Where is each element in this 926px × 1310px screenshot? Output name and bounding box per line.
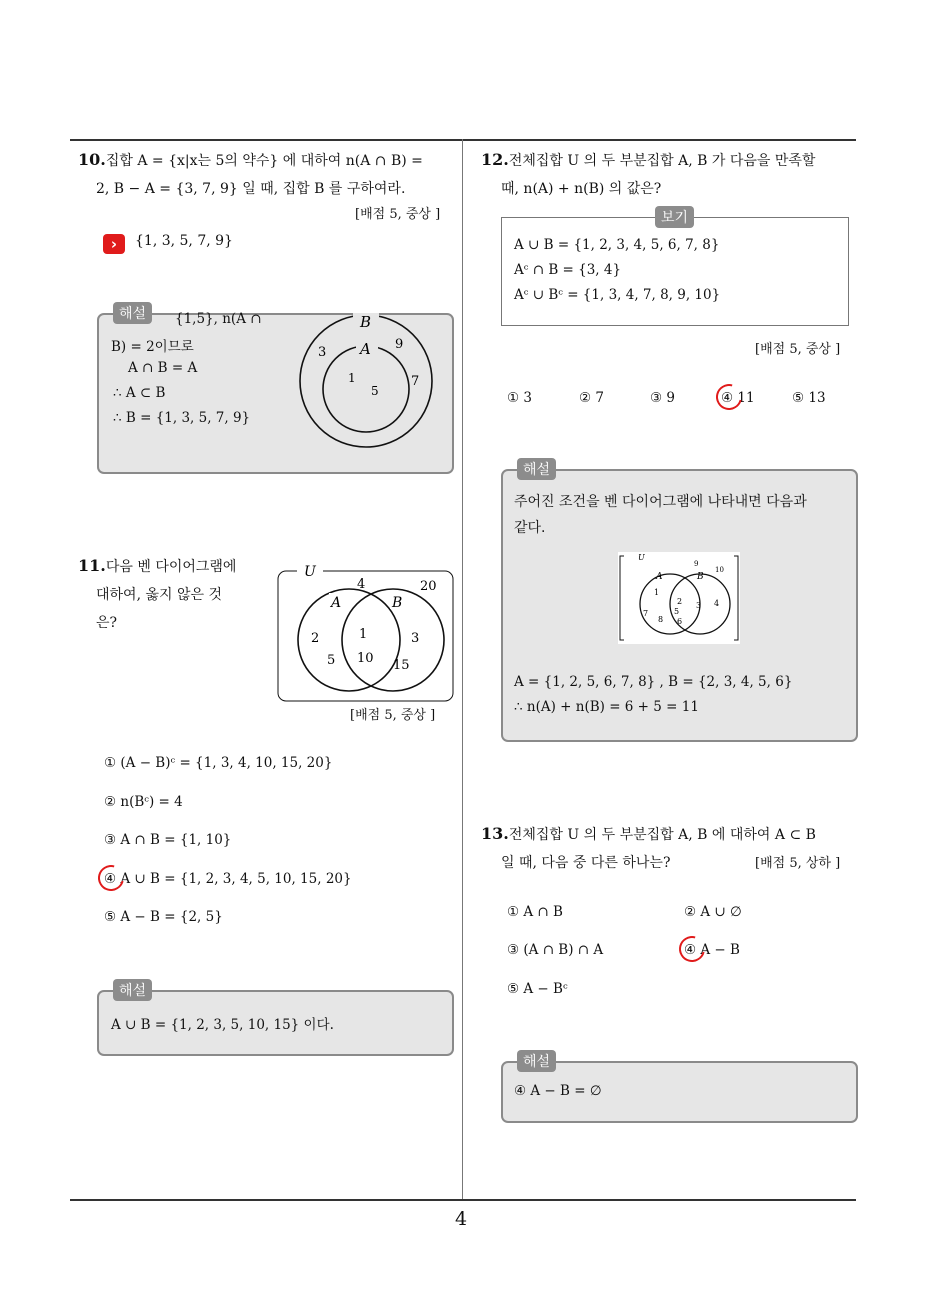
score-label: [배점 5, 중상 ] (355, 207, 441, 222)
venn-label-u: U (638, 553, 645, 562)
explanation-line: 같다. (514, 520, 546, 536)
option-5[interactable]: ⑤ A − B = {2, 5} (104, 909, 223, 925)
explanation-line: ∴ A ⊂ B (113, 385, 166, 401)
venn-label-a: A (331, 595, 342, 611)
venn-number: 9 (395, 337, 404, 352)
venn-number: 7 (643, 609, 649, 618)
bottom-rule (70, 1199, 856, 1201)
explanation-line: A ∩ B = A (128, 360, 198, 376)
venn-label-a: A (360, 340, 371, 358)
question-text-line2: 일 때, 다음 중 다른 하나는? (501, 855, 671, 871)
answer-value: {1, 3, 5, 7, 9} (135, 233, 233, 249)
option-3[interactable]: ③ (A ∩ B) ∩ A (507, 942, 604, 958)
option-2[interactable]: ② n(Bᶜ) = 4 (104, 794, 183, 810)
option-1[interactable]: ① A ∩ B (507, 904, 563, 920)
venn-label-b: B (697, 572, 704, 582)
venn-number: 3 (318, 345, 327, 360)
venn-number: 8 (658, 615, 664, 624)
explanation-line: ∴ n(A) + n(B) = 6 + 5 = 11 (514, 699, 699, 715)
column-divider (462, 139, 463, 1201)
selected-answer-mark (711, 379, 747, 415)
question-text-line1: 전체집합 U 의 두 부분집합 A, B 가 다음을 만족할 (508, 153, 816, 169)
question-text-line1: 집합 A = {x|x는 5의 약수} 에 대하여 n(A ∩ B) = (105, 153, 423, 169)
venn-number: 2 (311, 631, 320, 646)
option-1[interactable]: ① 3 (507, 390, 532, 406)
venn-label-b: B (360, 313, 372, 331)
explanation-tag: 해설 (113, 979, 152, 1001)
condition-line: Aᶜ ∩ B = {3, 4} (514, 262, 622, 278)
venn-number: 5 (327, 653, 336, 668)
option-3[interactable]: ③ A ∩ B = {1, 10} (104, 832, 232, 848)
venn-number: 1 (654, 588, 660, 597)
venn-number: 4 (357, 577, 366, 592)
question-number: 12. (481, 150, 509, 169)
option-1[interactable]: ① (A − B)ᶜ = {1, 3, 4, 10, 15, 20} (104, 755, 333, 771)
score-label: [배점 5, 중상 ] (755, 342, 841, 357)
venn-number: 10 (715, 566, 724, 574)
condition-box-tag: 보기 (655, 206, 694, 228)
question-12 (481, 146, 815, 203)
score-label: [배점 5, 상하 ] (755, 856, 841, 871)
question-11 (78, 552, 236, 637)
explanation-tag: 해설 (517, 1050, 556, 1072)
selected-answer-mark (674, 931, 710, 967)
answer-arrow-icon: › (103, 234, 125, 254)
venn-label-b: B (392, 595, 403, 611)
explanation-text: ④ A − B = ∅ (514, 1083, 602, 1099)
selected-answer-mark (93, 860, 129, 896)
venn-number: 9 (694, 560, 699, 568)
venn-label-u: U (304, 565, 316, 580)
venn-diagram-q12 (618, 552, 740, 644)
venn-label-a: A (656, 572, 663, 582)
page-number: 4 (455, 1208, 468, 1230)
explanation-tag: 해설 (517, 458, 556, 480)
question-number: 10. (78, 150, 106, 169)
venn-number: 10 (357, 651, 374, 666)
option-5[interactable]: ⑤ 13 (792, 390, 826, 406)
question-text-line2: 때, n(A) + n(B) 의 값은? (501, 181, 662, 197)
option-2[interactable]: ② 7 (579, 390, 604, 406)
venn-number: 3 (411, 631, 420, 646)
option-4[interactable]: ④ 11 (721, 390, 755, 406)
explanation-line: B) = 2이므로 (111, 339, 194, 355)
explanation-line: 주어진 조건을 벤 다이어그램에 나타내면 다음과 (514, 494, 807, 510)
explanation-text: A ∪ B = {1, 2, 3, 5, 10, 15} 이다. (111, 1017, 334, 1033)
top-rule (70, 139, 856, 141)
score-label: [배점 5, 중상 ] (350, 708, 436, 723)
question-10 (78, 146, 456, 203)
venn-number: 1 (359, 627, 368, 642)
option-4[interactable]: ④ A ∪ B = {1, 2, 3, 4, 5, 10, 15, 20} (104, 871, 352, 887)
venn-number: 6 (677, 617, 683, 626)
venn-number: 5 (674, 607, 680, 616)
condition-line: Aᶜ ∪ Bᶜ = {1, 3, 4, 7, 8, 9, 10} (514, 287, 721, 303)
question-text-line: 대하여, 옳지 않은 것 (96, 587, 222, 603)
question-text-line: 은? (96, 615, 118, 631)
option-2[interactable]: ② A ∪ ∅ (684, 904, 742, 920)
venn-number: 15 (393, 658, 410, 673)
venn-diagram-q11 (277, 565, 455, 705)
option-4[interactable]: ④ A − B (684, 942, 740, 958)
venn-number: 7 (411, 374, 420, 389)
venn-number: 1 (348, 371, 356, 385)
venn-number: 3 (696, 601, 702, 610)
venn-number: 4 (714, 599, 720, 608)
question-number: 11. (78, 556, 106, 575)
venn-number: 2 (677, 597, 683, 606)
venn-number: 20 (420, 579, 437, 594)
venn-diagram-q10 (298, 312, 438, 452)
option-3[interactable]: ③ 9 (650, 390, 675, 406)
explanation-line: {1,5}, n(A ∩ (175, 311, 262, 327)
explanation-line: A = {1, 2, 5, 6, 7, 8} , B = {2, 3, 4, 5, 6} (514, 674, 793, 690)
question-text-line: 다음 벤 다이어그램에 (105, 559, 237, 575)
venn-number: 5 (371, 384, 379, 398)
condition-line: A ∪ B = {1, 2, 3, 4, 5, 6, 7, 8} (514, 237, 720, 253)
explanation-line: ∴ B = {1, 3, 5, 7, 9} (113, 410, 251, 426)
question-number: 13. (481, 824, 509, 843)
explanation-tag: 해설 (113, 302, 152, 324)
option-5[interactable]: ⑤ A − Bᶜ (507, 981, 568, 997)
question-text-line1: 전체집합 U 의 두 부분집합 A, B 에 대하여 A ⊂ B (508, 827, 816, 843)
question-text-line2: 2, B − A = {3, 7, 9} 일 때, 집합 B 를 구하여라. (96, 181, 406, 197)
